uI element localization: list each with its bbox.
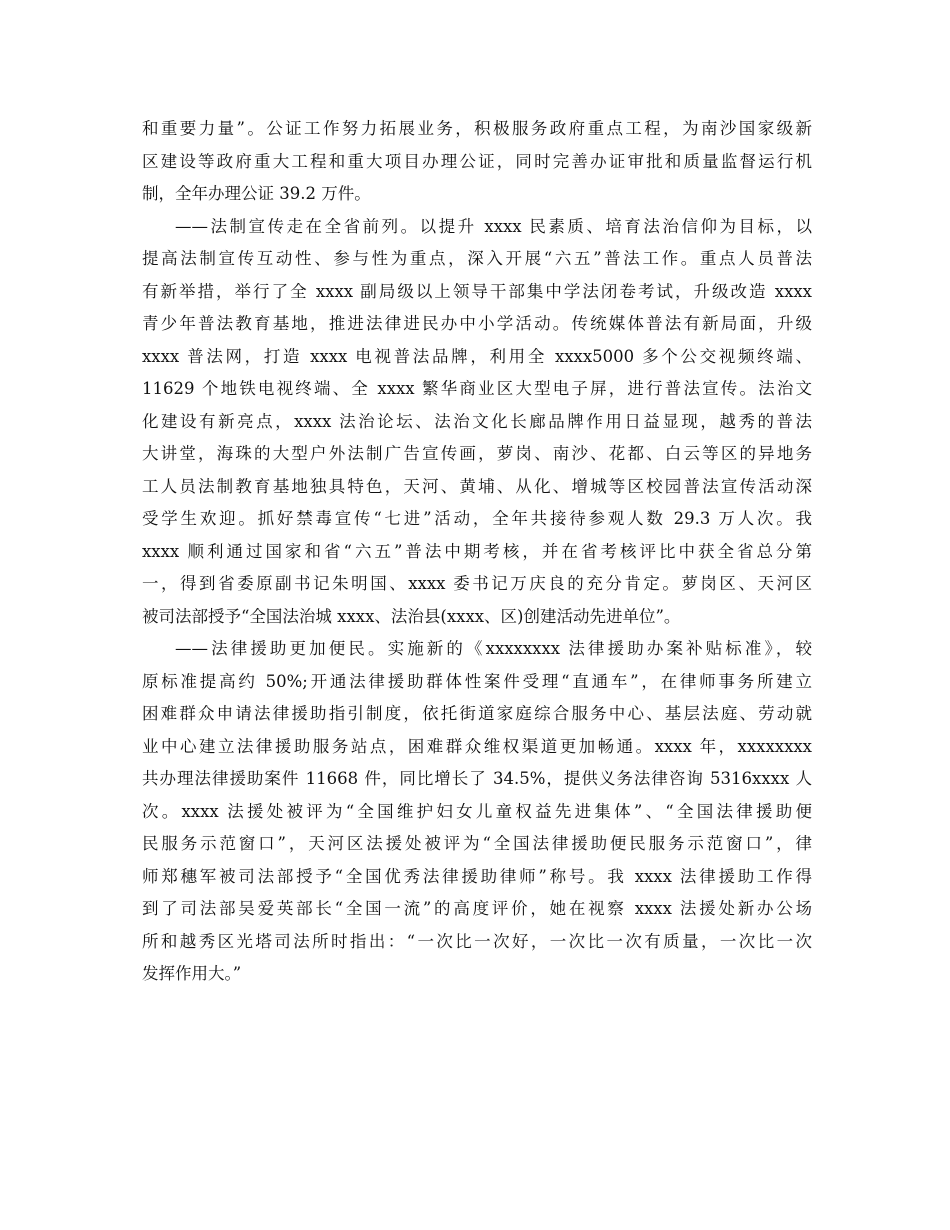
text-line: 化建设有新亮点，xxxx 法治论坛、法治文化长廊品牌作用日益显现，越秀的普法: [142, 411, 812, 431]
text-line: 原标准提高约 50%;开通法律援助群体性案件受理“直通车”，在律师事务所建立: [142, 671, 812, 691]
text-line: 被司法部授予“全国法治城 xxxx、法治县(xxxx、区)创建活动先进单位”。: [142, 606, 681, 626]
text-line: 11629 个地铁电视终端、全 xxxx 繁华商业区大型电子屏，进行普法宣传。法治文: [142, 379, 812, 398]
text-line: 有新举措，举行了全 xxxx 副局级以上领导干部集中学法闭卷考试，升级改造 xxxx: [142, 281, 812, 301]
text-line: 大讲堂，海珠的大型户外法制广告宣传画，萝岗、南沙、花都、白云等区的异地务: [142, 444, 812, 463]
text-line: 和重要力量”。公证工作努力拓展业务，积极服务政府重点工程，为南沙国家级新: [142, 119, 812, 138]
text-line: 提高法制宣传互动性、参与性为重点，深入开展“六五”普法工作。重点人员普法: [142, 249, 812, 268]
text-line: 青少年普法教育基地，推进法律进民办中小学活动。传统媒体普法有新局面，升级: [142, 314, 812, 333]
text-line: 次。xxxx 法援处被评为“全国维护妇女儿童权益先进集体”、“全国法律援助便: [142, 801, 812, 821]
text-line: 发挥作用大。”: [142, 964, 242, 983]
text-line: 到了司法部吴爱英部长“全国一流”的高度评价，她在视察 xxxx 法援处新办公场: [142, 899, 812, 918]
text-line: 业中心建立法律援助服务站点，困难群众维权渠道更加畅通。xxxx 年，xxxxxxxx: [142, 736, 812, 756]
text-line: 制，全年办理公证 39.2 万件。: [142, 184, 371, 203]
text-line: xxxx 普法网，打造 xxxx 电视普法品牌，利用全 xxxx5000 多个公交视频终端、: [142, 346, 812, 366]
text-line: 一，得到省委原副书记朱明国、xxxx 委书记万庆良的充分肯定。萝岗区、天河区: [142, 574, 812, 593]
paragraph-start-line: ——法律援助更加便民。实施新的《xxxxxxxx 法律援助办案补贴标准》，较: [175, 639, 812, 658]
text-line: 区建设等政府重大工程和重大项目办理公证，同时完善办证审批和质量监督运行机: [142, 151, 812, 171]
text-line: 工人员法制教育基地独具特色，天河、黄埔、从化、增城等区校园普法宣传活动深: [142, 476, 812, 496]
text-line: xxxx 顺利通过国家和省“六五”普法中期考核，并在省考核评比中获全省总分第: [142, 541, 812, 561]
text-line: 师郑穗军被司法部授予“全国优秀法律援助律师”称号。我 xxxx 法律援助工作得: [142, 866, 812, 886]
text-line: 所和越秀区光塔司法所时指出：“一次比一次好，一次比一次有质量，一次比一次: [142, 931, 812, 951]
paragraph-start-line: ——法制宣传走在全省前列。以提升 xxxx 民素质、培育法治信仰为目标，以: [175, 216, 812, 236]
text-line: 困难群众申请法律援助指引制度，依托街道家庭综合服务中心、基层法庭、劳动就: [142, 704, 812, 723]
body-text: [142, 113, 812, 991]
text-line: 受学生欢迎。抓好禁毒宣传“七进”活动，全年共接待参观人数 29.3 万人次。我: [142, 509, 812, 528]
text-line: 共办理法律援助案件 11668 件，同比增长了 34.5%，提供义务法律咨询 5316xxxx 人: [142, 769, 812, 788]
text-line: 民服务示范窗口”，天河区法援处被评为“全国法律援助便民服务示范窗口”，律: [142, 834, 812, 853]
